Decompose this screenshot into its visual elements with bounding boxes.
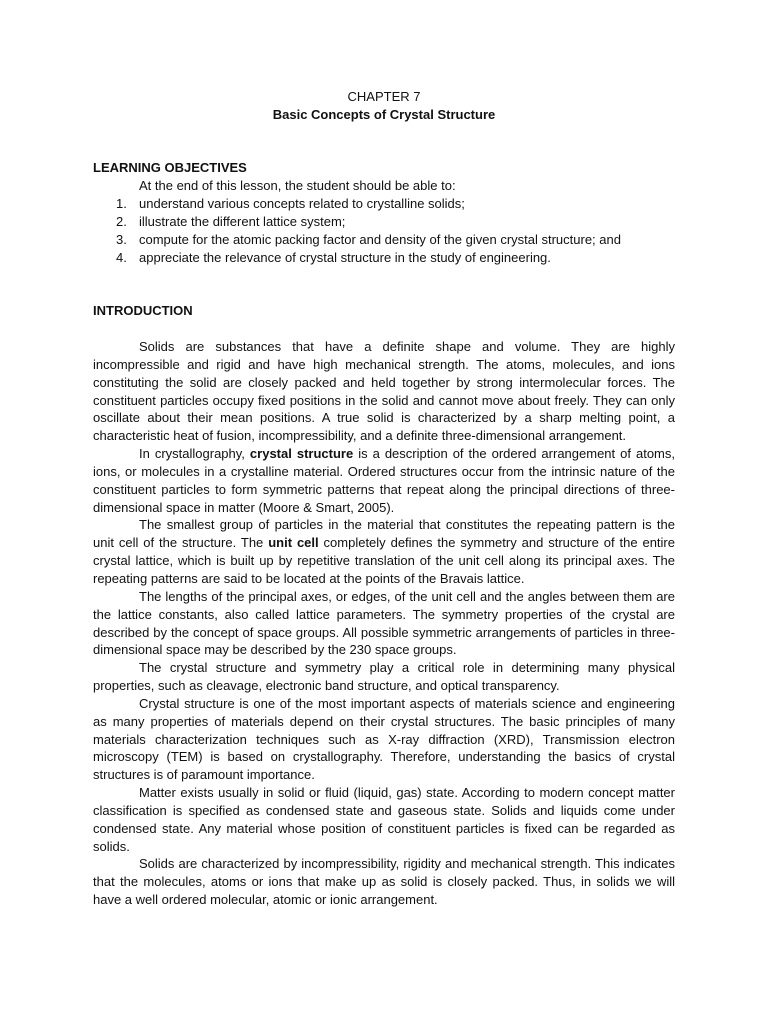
paragraph-text: In crystallography, — [139, 446, 250, 462]
term-unit-cell: unit cell — [268, 535, 319, 551]
objective-item — [93, 231, 675, 249]
paragraph: The lengths of the principal axes, or edges, of the unit cell and the angles between them are the lattice constants, also called lattice parameters. The symmetry properties of the crystal are described by the concept of space groups. All possible symmetric arrangements of particles in three-dimensional space may be described by the 230 space groups. — [93, 588, 675, 658]
learning-objectives-list — [93, 195, 675, 267]
paragraph-text: is a description of the ordered arrangement of atoms, ions, or molecules in a crystalline material. Ordered structures occur from the intrinsic nature of the constituent particles to form symmetric patterns that repeat along the principal directions of three-dimensional space in matter (Moore & Smart, 2005). — [93, 446, 675, 515]
objective-item — [93, 213, 675, 231]
term-crystal-structure: crystal structure — [249, 446, 354, 462]
objective-item — [93, 249, 675, 267]
objective-number: 2. — [116, 214, 127, 229]
objective-text: compute for the atomic packing factor and density of the given crystal structure; and — [139, 232, 621, 247]
objective-text: appreciate the relevance of crystal structure in the study of engineering. — [139, 250, 551, 265]
objective-item — [93, 195, 675, 213]
paragraph: Solids are characterized by incompressibility, rigidity and mechanical strength. This indicates that the molecules, atoms or ions that make up as solid is closely packed. Thus, in solids we will have a well ordered molecular, atomic or ionic arrangement. — [93, 856, 675, 908]
paragraph-text: The smallest group of particles in the material that constitutes the repeating pattern is the unit cell of the structure. The — [93, 517, 675, 551]
introduction-body — [93, 338, 675, 909]
learning-objectives-intro: At the end of this lesson, the student should be able to: — [139, 178, 456, 193]
paragraph: Solids are substances that have a definite shape and volume. They are highly incompressible and rigid and have high mechanical strength. The atoms, molecules, and ions constituting the solid are closely packed and held together by strong intermolecular forces. The constituent particles occupy fixed positions in the solid and cannot move about freely. They can only oscillate about their mean positions. A true solid is characterized by a sharp melting point, a characteristic heat of fusion, incompressibility, and a definite three-dimensional arrangement. — [93, 339, 675, 444]
objective-number: 4. — [116, 250, 127, 265]
paragraph-text: completely defines the symmetry and structure of the entire crystal lattice, which is built up by repetitive translation of the unit cell along its principal axes. The repeating patterns are said to be located at the points of the Bravais lattice. — [93, 535, 675, 586]
learning-objectives-heading: LEARNING OBJECTIVES — [93, 160, 247, 175]
objective-number: 1. — [116, 196, 127, 211]
chapter-title: Basic Concepts of Crystal Structure — [272, 107, 496, 122]
paragraph: The crystal structure and symmetry play a critical role in determining many physical properties, such as cleavage, electronic band structure, and optical transparency. — [93, 660, 675, 694]
introduction-heading: INTRODUCTION — [93, 303, 193, 318]
objective-text: understand various concepts related to crystalline solids; — [139, 196, 465, 211]
objective-number: 3. — [116, 232, 127, 247]
paragraph: Crystal structure is one of the most important aspects of materials science and engineering as many properties of materials depend on their crystal structures. The basic principles of many materials characterization techniques such as X-ray diffraction (XRD), Transmission electron microscopy (TEM) is based on crystallography. Therefore, understanding the basics of crystal structures is of paramount importance. — [93, 695, 675, 783]
chapter-label: CHAPTER 7 — [347, 89, 421, 104]
paragraph — [93, 445, 675, 516]
paragraph — [93, 516, 675, 587]
paragraph: Matter exists usually in solid or fluid (liquid, gas) state. According to modern concept matter classification is specified as condensed state and gaseous state. Solids and liquids come under condensed state. Any material whose position of constituent particles is fixed can be regarded as solids. — [93, 785, 675, 854]
objective-text: illustrate the different lattice system; — [139, 214, 346, 229]
